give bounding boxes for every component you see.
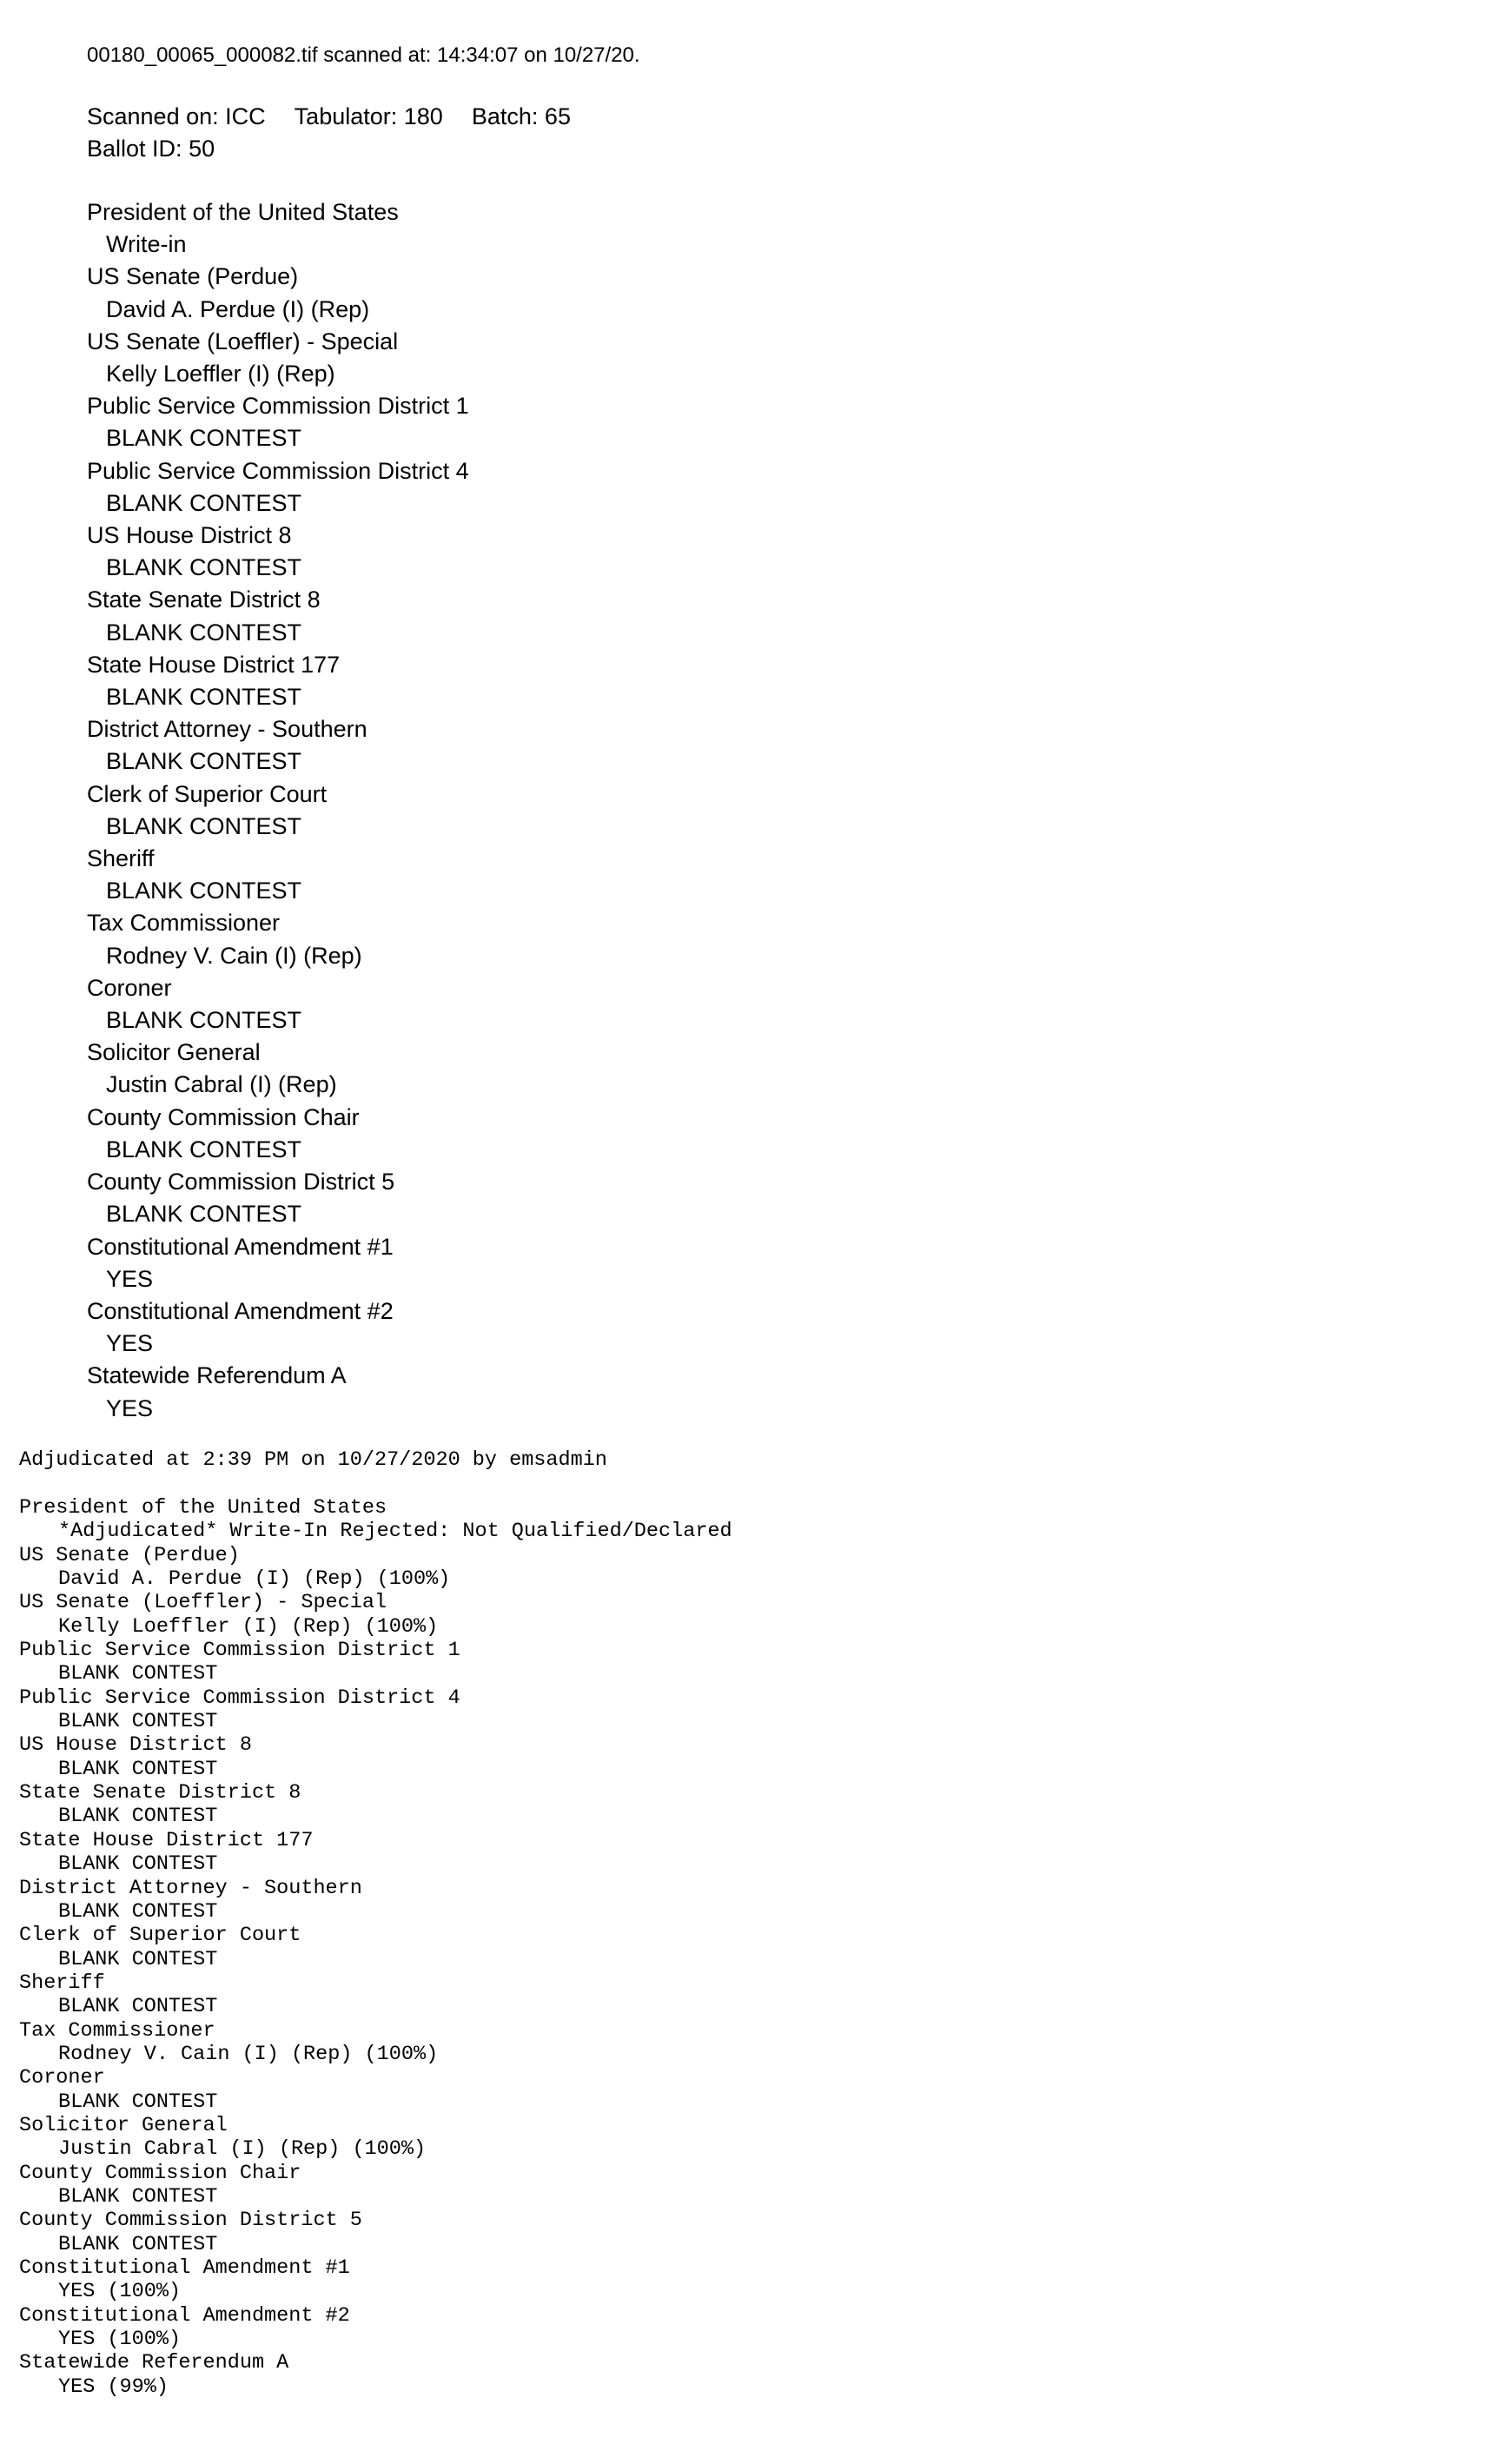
contest-item: [87, 1037, 640, 1101]
contest-choice: BLANK CONTEST: [58, 2090, 218, 2114]
contest-item: [19, 2209, 732, 2256]
adjudication-header: Adjudicated at 2:39 PM on 10/27/2020 by emsadmin: [19, 1448, 607, 1472]
contest-choice: Justin Cabral (I) (Rep): [106, 1071, 337, 1098]
contest-choice: Justin Cabral (I) (Rep) (100%): [58, 2137, 427, 2162]
contest-name: President of the United States: [87, 199, 399, 225]
contest-name: Constitutional Amendment #1: [19, 2256, 350, 2280]
contest-choice: BLANK CONTEST: [106, 812, 302, 839]
scanned-on-value: ICC: [225, 103, 266, 129]
contest-choice: YES (99%): [58, 2375, 169, 2399]
contest-item: [87, 972, 640, 1037]
adjudicated-contest-list: [19, 1496, 732, 2399]
contest-name: Constitutional Amendment #2: [19, 2303, 350, 2328]
contest-name: US House District 8: [19, 1733, 252, 1758]
contest-name: US Senate (Loeffler) - Special: [19, 1591, 387, 1615]
contest-item: [19, 1686, 732, 1734]
contest-choice: BLANK CONTEST: [106, 1201, 302, 1228]
contest-choice: BLANK CONTEST: [106, 748, 302, 775]
contest-name: State House District 177: [19, 1828, 314, 1852]
contest-name: Constitutional Amendment #1: [87, 1233, 394, 1260]
contest-item: [19, 2256, 732, 2304]
contest-item: [87, 326, 640, 390]
scanned-ballot-section: [87, 38, 640, 1425]
batch-label: Batch:: [471, 103, 539, 129]
contest-item: [87, 584, 640, 648]
contest-choice: YES: [106, 1330, 154, 1357]
contest-name: Tax Commissioner: [19, 2018, 215, 2043]
contest-item: [19, 1781, 732, 1829]
contest-name: Solicitor General: [87, 1039, 261, 1066]
contest-item: [19, 1877, 732, 1924]
contest-choice: BLANK CONTEST: [106, 1136, 302, 1162]
contest-choice: BLANK CONTEST: [58, 1662, 218, 1686]
contest-name: Clerk of Superior Court: [19, 1924, 301, 1948]
contest-item: [19, 1544, 732, 1592]
scan-info-line: [87, 101, 640, 133]
contest-name: Sheriff: [87, 845, 155, 872]
contest-choice: YES (100%): [58, 2328, 182, 2352]
contest-choice: BLANK CONTEST: [58, 1852, 218, 1877]
contest-choice: BLANK CONTEST: [58, 1710, 218, 1734]
ballot-id-value: 50: [189, 136, 215, 162]
contest-name: US House District 8: [87, 522, 292, 549]
contest-item: [87, 196, 640, 261]
contest-choice: BLANK CONTEST: [106, 684, 302, 711]
contest-item: [19, 1591, 732, 1639]
contest-choice: YES (100%): [58, 2280, 182, 2304]
contest-name: County Commission Chair: [87, 1103, 360, 1130]
contest-name: Coroner: [19, 2066, 105, 2090]
contest-choice: BLANK CONTEST: [58, 1947, 218, 1971]
contest-choice: YES: [106, 1394, 154, 1421]
contest-choice: David A. Perdue (I) (Rep) (100%): [58, 1567, 451, 1592]
contest-name: Statewide Referendum A: [19, 2351, 289, 2375]
contest-choice: BLANK CONTEST: [58, 1757, 218, 1781]
ballot-id-label: Ballot ID:: [87, 136, 182, 162]
contest-item: [87, 455, 640, 520]
contest-name: President of the United States: [19, 1496, 387, 1520]
contest-item: [87, 390, 640, 454]
adjudication-section: [19, 1447, 732, 2399]
contest-name: Clerk of Superior Court: [87, 780, 328, 807]
scan-metadata: [87, 101, 640, 165]
contest-name: Tax Commissioner: [87, 910, 281, 937]
contest-name: County Commission District 5: [19, 2209, 362, 2233]
contest-item: [87, 1166, 640, 1230]
contest-name: State House District 177: [87, 651, 341, 678]
contest-name: Statewide Referendum A: [87, 1362, 347, 1389]
contest-item: [87, 1231, 640, 1295]
contest-name: US Senate (Loeffler) - Special: [87, 328, 399, 354]
contest-name: Public Service Commission District 4: [87, 457, 469, 484]
contest-choice: BLANK CONTEST: [106, 554, 302, 581]
contest-item: [87, 843, 640, 907]
ballot-id-line: [87, 133, 640, 165]
contest-name: Solicitor General: [19, 2113, 228, 2137]
contest-choice: *Adjudicated* Write-In Rejected: Not Qualified/Declared: [58, 1520, 732, 1544]
contest-choice: BLANK CONTEST: [106, 489, 302, 516]
contest-choice: Rodney V. Cain (I) (Rep): [106, 942, 362, 969]
contest-choice: BLANK CONTEST: [106, 425, 302, 452]
contest-choice: Rodney V. Cain (I) (Rep) (100%): [58, 2042, 439, 2066]
scan-header: 00180_00065_000082.tif scanned at: 14:34:07 on 10/27/20.: [87, 43, 640, 67]
contest-item: [19, 2019, 732, 2067]
contest-choice: BLANK CONTEST: [58, 1995, 218, 2019]
contest-name: State Senate District 8: [19, 1781, 301, 1805]
contest-name: State Senate District 8: [87, 586, 321, 613]
contest-choice: BLANK CONTEST: [106, 619, 302, 646]
contest-item: [19, 1829, 732, 1877]
contest-name: US Senate (Perdue): [87, 263, 299, 290]
contest-item: [87, 1102, 640, 1166]
contest-item: [87, 649, 640, 713]
contest-choice: YES: [106, 1265, 154, 1292]
contest-name: US Senate (Perdue): [19, 1543, 240, 1567]
contest-name: Public Service Commission District 1: [87, 393, 469, 420]
contest-item: [19, 1639, 732, 1686]
contest-item: [19, 2351, 732, 2399]
contest-item: [87, 713, 640, 778]
contest-item: [87, 261, 640, 325]
contest-item: [87, 778, 640, 843]
contest-item: [87, 907, 640, 971]
contest-name: Constitutional Amendment #2: [87, 1297, 394, 1324]
contest-item: [19, 1733, 732, 1781]
tabulator-value: 180: [403, 103, 443, 129]
contest-item: [19, 2304, 732, 2352]
contest-name: District Attorney - Southern: [19, 1876, 362, 1900]
contest-name: Coroner: [87, 974, 172, 1001]
contest-name: County Commission Chair: [19, 2161, 301, 2185]
contest-item: [19, 2066, 732, 2114]
contest-name: Sheriff: [19, 1971, 105, 1995]
contest-name: Public Service Commission District 1: [19, 1639, 460, 1663]
scanned-contest-list: [87, 196, 640, 1425]
contest-choice: BLANK CONTEST: [58, 2184, 218, 2209]
contest-name: Public Service Commission District 4: [19, 1686, 460, 1710]
contest-choice: BLANK CONTEST: [58, 1899, 218, 1924]
contest-item: [19, 1924, 732, 1971]
contest-item: [19, 1496, 732, 1544]
contest-choice: BLANK CONTEST: [58, 1805, 218, 1829]
contest-name: District Attorney - Southern: [87, 716, 368, 743]
contest-choice: Kelly Loeffler (I) (Rep) (100%): [58, 1614, 439, 1639]
tabulator-label: Tabulator:: [294, 103, 398, 129]
contest-choice: BLANK CONTEST: [106, 878, 302, 904]
contest-choice: BLANK CONTEST: [58, 2232, 218, 2256]
contest-name: County Commission District 5: [87, 1169, 395, 1196]
contest-item: [87, 520, 640, 584]
contest-item: [19, 2114, 732, 2162]
contest-item: [19, 2162, 732, 2209]
batch-value: 65: [544, 103, 571, 129]
contest-choice: David A. Perdue (I) (Rep): [106, 295, 370, 322]
contest-choice: Write-in: [106, 231, 187, 258]
contest-item: [87, 1360, 640, 1424]
contest-item: [87, 1295, 640, 1360]
scanned-on-label: Scanned on:: [87, 103, 219, 129]
contest-item: [19, 1971, 732, 2019]
contest-choice: Kelly Loeffler (I) (Rep): [106, 361, 335, 387]
contest-choice: BLANK CONTEST: [106, 1007, 302, 1034]
